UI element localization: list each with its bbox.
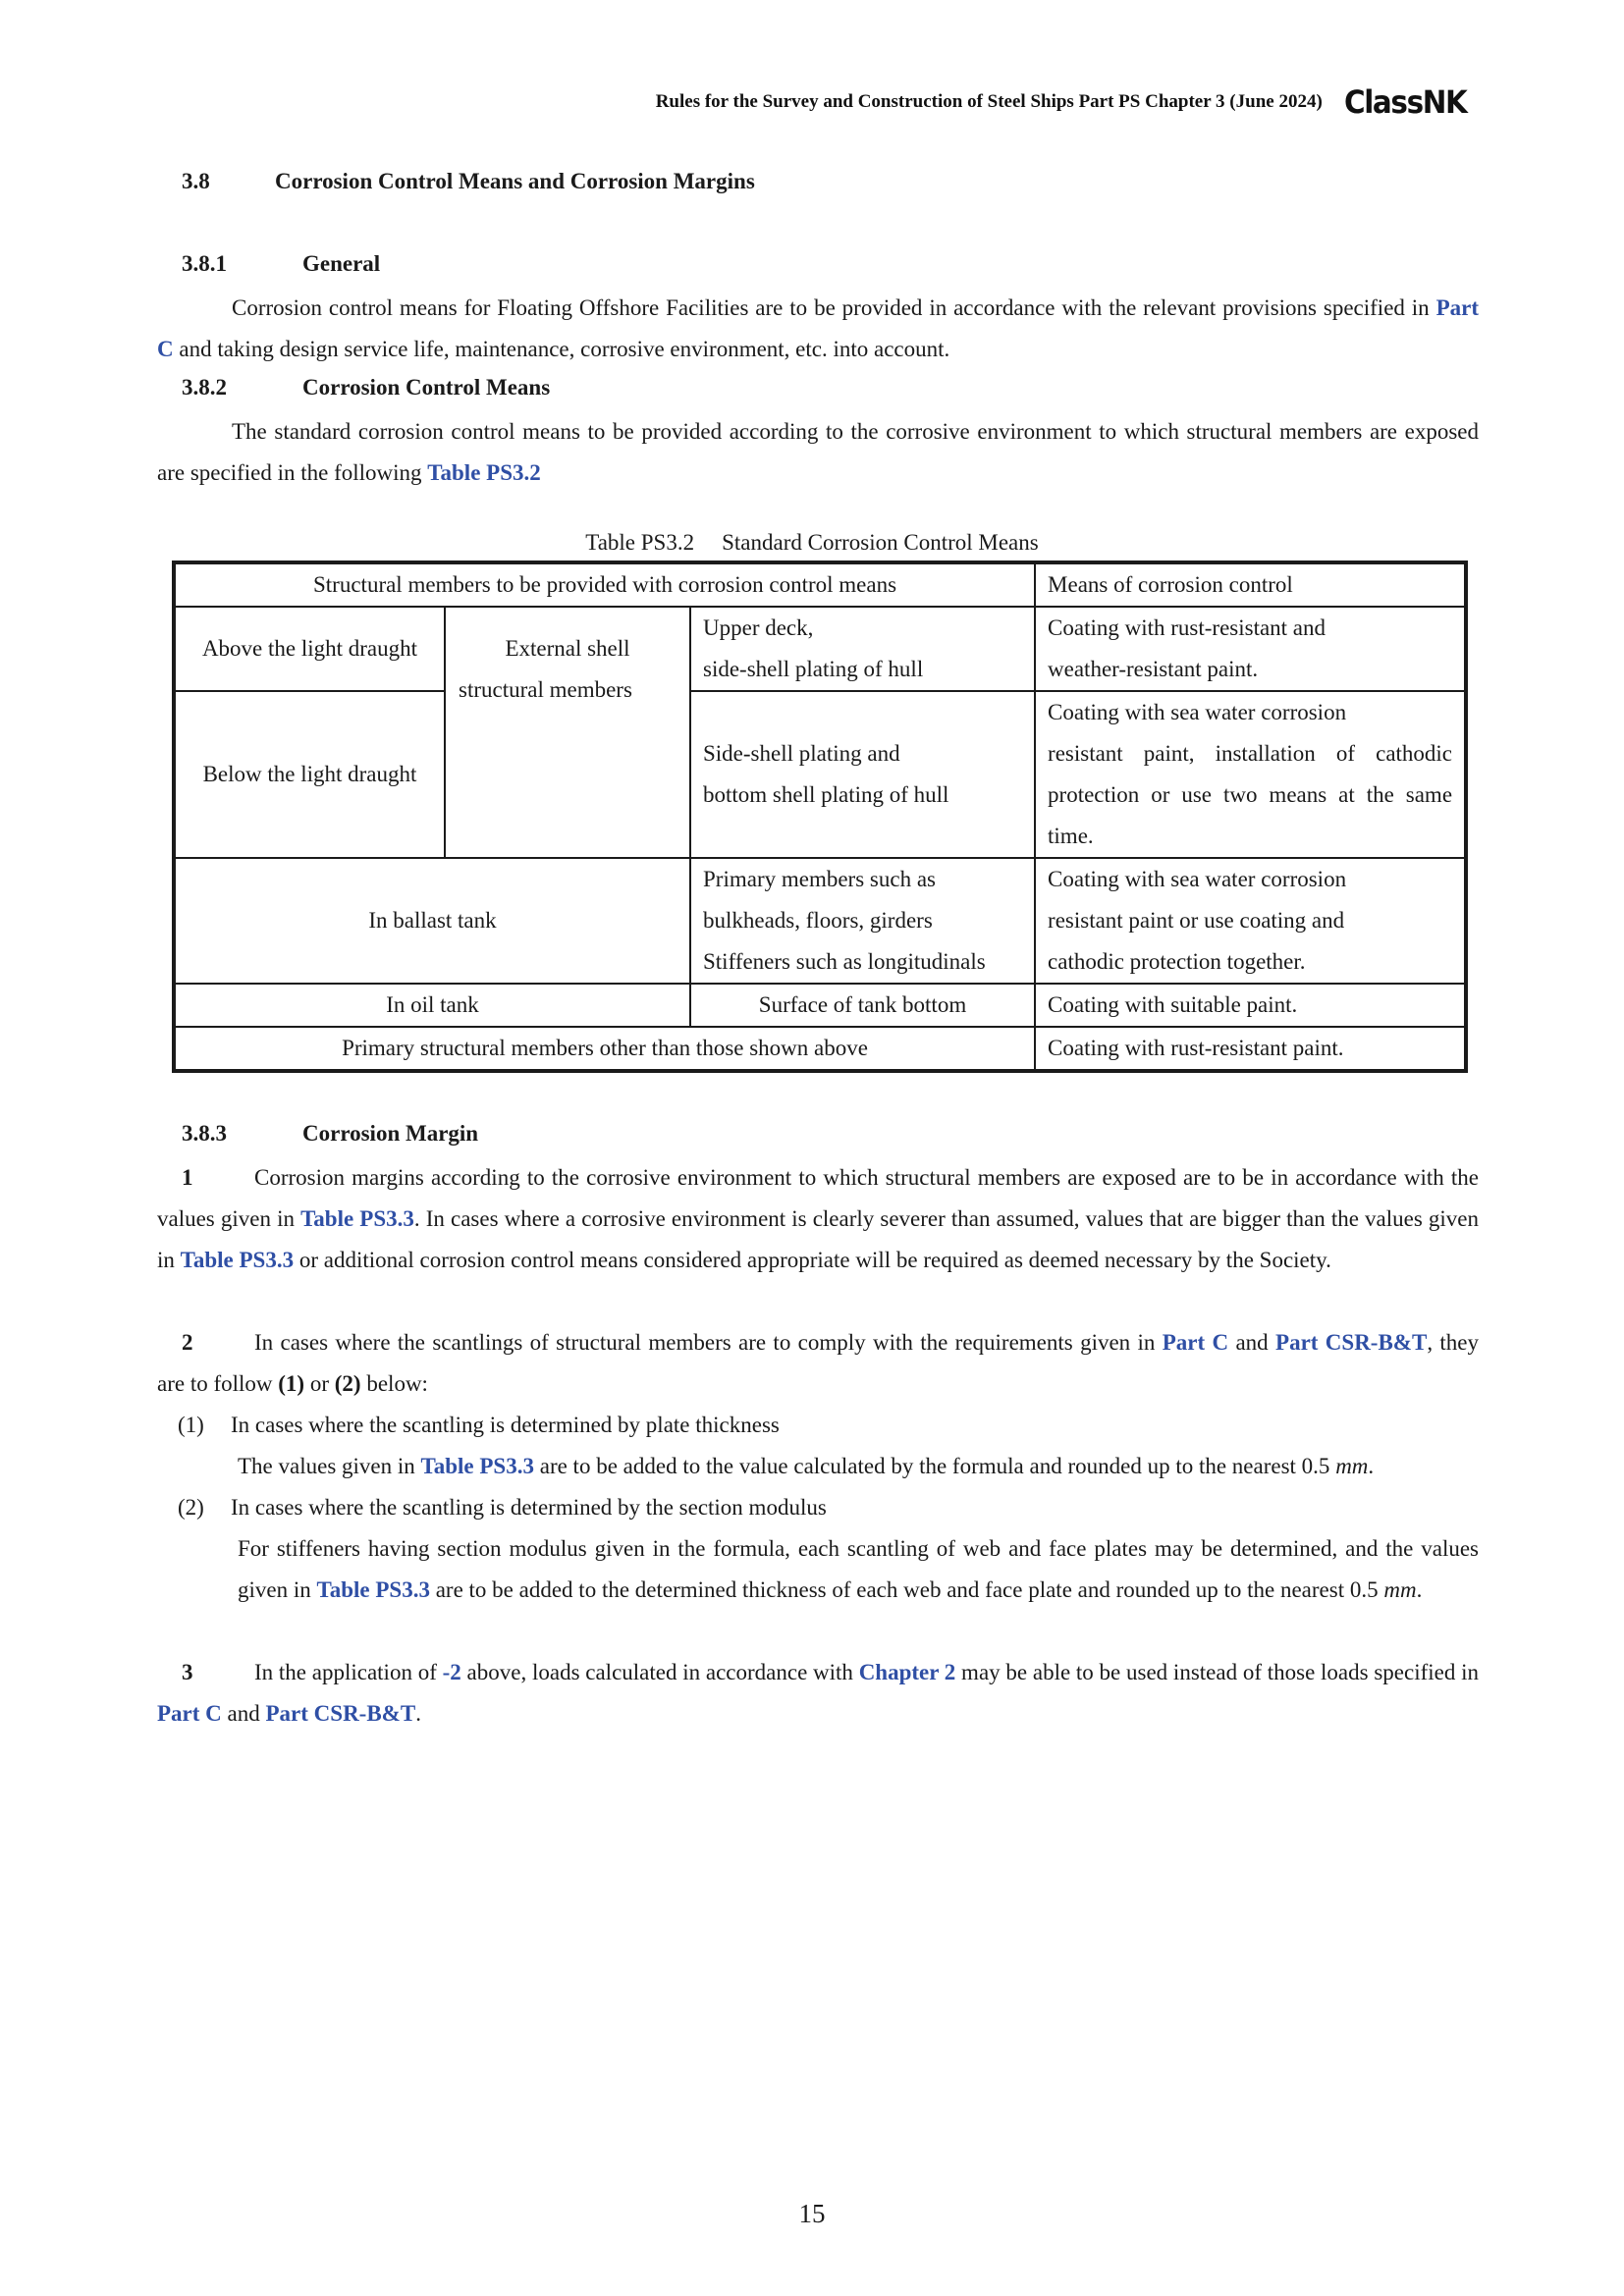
subsection-heading-3-8-1 (182, 251, 380, 277)
item-label: 2 (182, 1330, 193, 1355)
table-row (174, 858, 1466, 984)
cell-line: resistant paint, installation of cathodic (1048, 741, 1453, 766)
text-run: and taking design service life, maintenance, corrosive environment, etc. into account. (173, 337, 950, 361)
table-header-cell: Means of corrosion control (1035, 562, 1466, 607)
cell-line: protection or use two means at the same (1048, 782, 1453, 807)
text-run: . (1416, 1577, 1423, 1602)
subsection-heading-3-8-3 (182, 1121, 478, 1147)
table-caption-number: Table PS3.2 (585, 530, 695, 555)
subsection-heading-3-8-2 (182, 375, 550, 400)
page-number: 15 (798, 2199, 826, 2228)
table-row (174, 1027, 1466, 1071)
text-run: and (221, 1701, 266, 1726)
cell-line: structural members (459, 677, 632, 702)
paragraph-item-3 (157, 1652, 1479, 1735)
text-run: below: (360, 1371, 428, 1396)
cell-line: resistant paint or use coating and (1048, 908, 1345, 933)
table-cell: In ballast tank (174, 858, 690, 984)
text-run: The values given in (238, 1454, 421, 1478)
unit: mm (1335, 1454, 1369, 1478)
link-table-ps3-2[interactable]: Table PS3.2 (427, 460, 541, 485)
table-cell: Below the light draught (174, 691, 445, 858)
text-run: For stiffeners having section modulus given in the formula, each scantling of web and face plates may be determined, and the values given in (238, 1536, 1479, 1602)
subsection-number: 3.8.3 (182, 1121, 227, 1146)
text-run: Corrosion control means for Floating Offshore Facilities are to be provided in accordance with the relevant provisions specified in (232, 295, 1436, 320)
table-cell: In oil tank (174, 984, 690, 1027)
running-header (656, 82, 1477, 122)
ref-2: (2) (334, 1371, 361, 1396)
sub-item-title: In cases where the scantling is determined by plate thickness (231, 1413, 780, 1437)
link-chapter-2[interactable]: Chapter 2 (858, 1660, 956, 1684)
text-run: . In cases where a corrosive environment is clearly severer than assumed, values that are bigger than the values given in (157, 1206, 1479, 1272)
table-cell (690, 691, 1035, 858)
cell-line: Coating with sea water corrosion (1048, 867, 1347, 891)
text-run: In cases where the scantlings of structural members are to comply with the requirements given in (254, 1330, 1163, 1355)
paragraph-general (157, 288, 1479, 370)
text-run: may be able to be used instead of those loads specified in (955, 1660, 1480, 1684)
text-run: above, loads calculated in accordance with (460, 1660, 859, 1684)
table-cell: Coating with suitable paint. (1035, 984, 1466, 1027)
text-run: . (415, 1701, 421, 1726)
corrosion-control-table (172, 561, 1468, 1073)
paragraph-control-means (157, 411, 1479, 494)
cell-line: External shell (505, 636, 630, 661)
cell-line: Primary members such as (703, 867, 936, 891)
sub-item-label: (2) (178, 1495, 204, 1520)
link-table-ps3-3[interactable]: Table PS3.3 (180, 1248, 295, 1272)
sub-item-1 (178, 1405, 1479, 1446)
table-header-cell: Structural members to be provided with corrosion control means (174, 562, 1035, 607)
item-label: 1 (182, 1165, 193, 1190)
sub-item-1-body (238, 1446, 1479, 1487)
subsection-title: Corrosion Margin (302, 1121, 479, 1146)
cell-line: weather-resistant paint. (1048, 657, 1259, 681)
sub-item-title: In cases where the scantling is determined by the section modulus (231, 1495, 827, 1520)
table-cell (690, 858, 1035, 984)
cell-line: Coating with sea water corrosion (1048, 700, 1347, 724)
table-cell (1035, 858, 1466, 984)
text-run: are to be added to the determined thickness of each web and face plate and rounded up to the nearest 0.5 (429, 1577, 1384, 1602)
table-cell: Above the light draught (174, 607, 445, 691)
table-row (174, 562, 1466, 607)
sub-item-2-body (238, 1528, 1479, 1611)
text-run: In the application of (254, 1660, 443, 1684)
table-cell (1035, 691, 1466, 858)
link-table-ps3-3[interactable]: Table PS3.3 (316, 1577, 430, 1602)
cell-line: time. (1048, 824, 1094, 848)
table-row (174, 984, 1466, 1027)
table-cell: Primary structural members other than those shown above (174, 1027, 1035, 1071)
subsection-title: Corrosion Control Means (302, 375, 551, 400)
link-item-2[interactable]: -2 (442, 1660, 461, 1684)
table-row (174, 691, 1466, 858)
ref-1: (1) (278, 1371, 305, 1396)
subsection-number: 3.8.1 (182, 251, 227, 276)
text-run: and (1228, 1330, 1276, 1355)
cell-line: Stiffeners such as longitudinals (703, 949, 986, 974)
paragraph-item-1 (157, 1157, 1479, 1281)
table-cell (1035, 607, 1466, 691)
link-part-c[interactable]: Part C (157, 295, 1479, 361)
section-number: 3.8 (182, 169, 210, 193)
subsection-title: General (302, 251, 381, 276)
cell-line: cathodic protection together. (1048, 949, 1306, 974)
table-row (174, 607, 1466, 691)
unit: mm (1383, 1577, 1417, 1602)
paragraph-item-2 (157, 1322, 1479, 1405)
classnk-logo: ClassNK (1343, 83, 1467, 121)
link-part-c[interactable]: Part C (157, 1701, 222, 1726)
link-part-csr-bt[interactable]: Part CSR-B&T (1275, 1330, 1428, 1355)
text-run: , they are to follow (157, 1330, 1480, 1396)
header-title: Rules for the Survey and Construction of Steel Ships Part PS Chapter 3 (June 2024) (655, 91, 1323, 112)
table-cell (445, 607, 690, 858)
text-run: or (304, 1371, 335, 1396)
link-part-csr-bt[interactable]: Part CSR-B&T (265, 1701, 416, 1726)
text-run: Corrosion margins according to the corrosive environment to which structural members are exposed are to be in accordance with the values given in (157, 1165, 1479, 1231)
sub-item-2 (178, 1487, 1479, 1528)
sub-item-label: (1) (178, 1413, 204, 1437)
cell-line: side-shell plating of hull (703, 657, 924, 681)
cell-line: Coating with rust-resistant and (1048, 615, 1326, 640)
text-run: The standard corrosion control means to be provided according to the corrosive environment to which structural members are exposed are specified in the following (157, 419, 1479, 485)
subsection-number: 3.8.2 (182, 375, 227, 400)
table-caption (0, 530, 1624, 556)
text-run: are to be added to the value calculated by the formula and rounded up to the nearest 0.5 (533, 1454, 1336, 1478)
table-cell: Surface of tank bottom (690, 984, 1035, 1027)
table-cell (690, 607, 1035, 691)
table-caption-title: Standard Corrosion Control Means (722, 530, 1039, 555)
text-run: . (1368, 1454, 1375, 1478)
table-cell: Coating with rust-resistant paint. (1035, 1027, 1466, 1071)
cell-line: Side-shell plating and (703, 741, 900, 766)
section-title: Corrosion Control Means and Corrosion Margins (275, 169, 755, 193)
cell-line: bottom shell plating of hull (703, 782, 949, 807)
item-label: 3 (182, 1660, 193, 1684)
link-table-ps3-3[interactable]: Table PS3.3 (300, 1206, 414, 1231)
section-heading (182, 169, 755, 194)
link-part-c[interactable]: Part C (1162, 1330, 1229, 1355)
cell-line: Upper deck, (703, 615, 814, 640)
link-table-ps3-3[interactable]: Table PS3.3 (420, 1454, 534, 1478)
cell-line: bulkheads, floors, girders (703, 908, 933, 933)
text-run: or additional corrosion control means considered appropriate will be required as deemed necessary by the Society. (294, 1248, 1331, 1272)
